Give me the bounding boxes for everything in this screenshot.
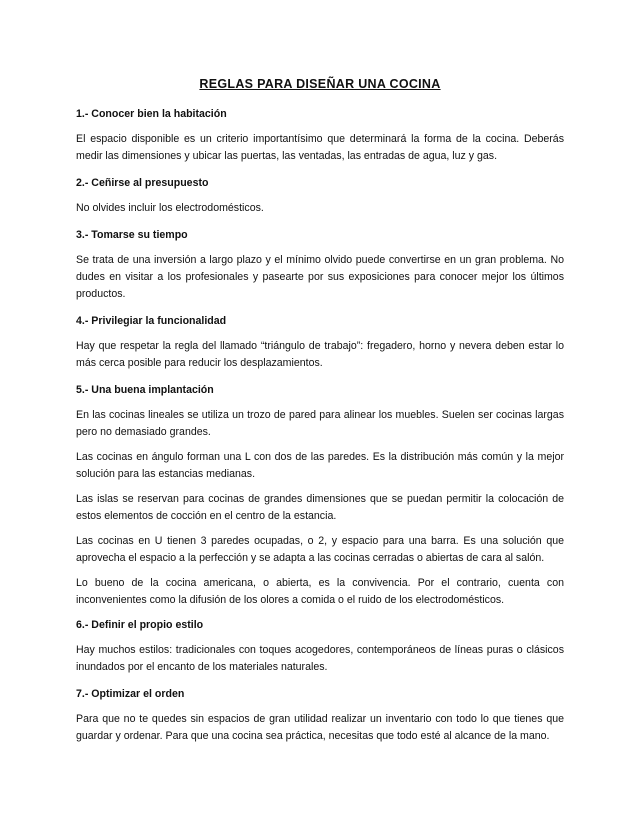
section-3-paragraph-1: Se trata de una inversión a largo plazo y el mínimo olvido puede convertirse en un gran problema. No dudes en visitar a los profesionales y pasearte por sus exposiciones para conocer mejor los últimos productos. xyxy=(76,254,564,300)
section-5-paragraph-2: Las cocinas en ángulo forman una L con dos de las paredes. Es la distribución más común y la mejor solución para las estancias medianas. xyxy=(76,451,564,480)
section-6-heading: 6.- Definir el propio estilo xyxy=(76,619,204,631)
section-6-paragraph-1: Hay muchos estilos: tradicionales con toques acogedores, contemporáneos de líneas puras o clásicos inundados por el encanto de los materiales naturales. xyxy=(76,644,564,673)
section-5-paragraph-3: Las islas se reservan para cocinas de grandes dimensiones que se puedan permitir la colocación de estos elementos de cocción en el centro de la estancia. xyxy=(76,493,564,522)
section-7-heading: 7.- Optimizar el orden xyxy=(76,688,185,700)
section-2-heading: 2.- Ceñirse al presupuesto xyxy=(76,177,209,189)
document-page xyxy=(76,76,564,753)
section-4-heading: 4.- Privilegiar la funcionalidad xyxy=(76,315,227,327)
section-5-paragraph-5: Lo bueno de la cocina americana, o abierta, es la convivencia. Por el contrario, cuenta con inconvenientes como la difusión de los olores a comida o el ruido de los electrodomésticos. xyxy=(76,577,564,606)
section-1-heading: 1.- Conocer bien la habitación xyxy=(76,108,227,120)
section-1-paragraph-1: El espacio disponible es un criterio importantísimo que determinará la forma de la cocina. Deberás medir las dimensiones y ubicar las puertas, las ventadas, las entradas de agua, luz y gas. xyxy=(76,133,564,162)
section-7-paragraph-1: Para que no te quedes sin espacios de gran utilidad realizar un inventario con todo lo que tienes que guardar y ordenar. Para que una cocina sea práctica, necesitas que todo esté al alcance de la mano. xyxy=(76,713,564,742)
section-5-paragraph-4: Las cocinas en U tienen 3 paredes ocupadas, o 2, y espacio para una barra. Es una solución que aprovecha el espacio a la perfección y se adapta a las cocinas cerradas o abiertas de cara al salón. xyxy=(76,535,564,564)
document-title: REGLAS PARA DISEÑAR UNA COCINA xyxy=(199,77,441,91)
section-2-paragraph-1: No olvides incluir los electrodomésticos. xyxy=(76,202,264,214)
section-5-heading: 5.- Una buena implantación xyxy=(76,384,214,396)
section-4-paragraph-1: Hay que respetar la regla del llamado “triángulo de trabajo”: fregadero, horno y nevera deben estar lo más cerca posible para reducir los desplazamientos. xyxy=(76,340,564,369)
section-3-heading: 3.- Tomarse su tiempo xyxy=(76,229,188,241)
section-5-paragraph-1: En las cocinas lineales se utiliza un trozo de pared para alinear los muebles. Suelen ser cocinas largas pero no demasiado grandes. xyxy=(76,409,564,438)
